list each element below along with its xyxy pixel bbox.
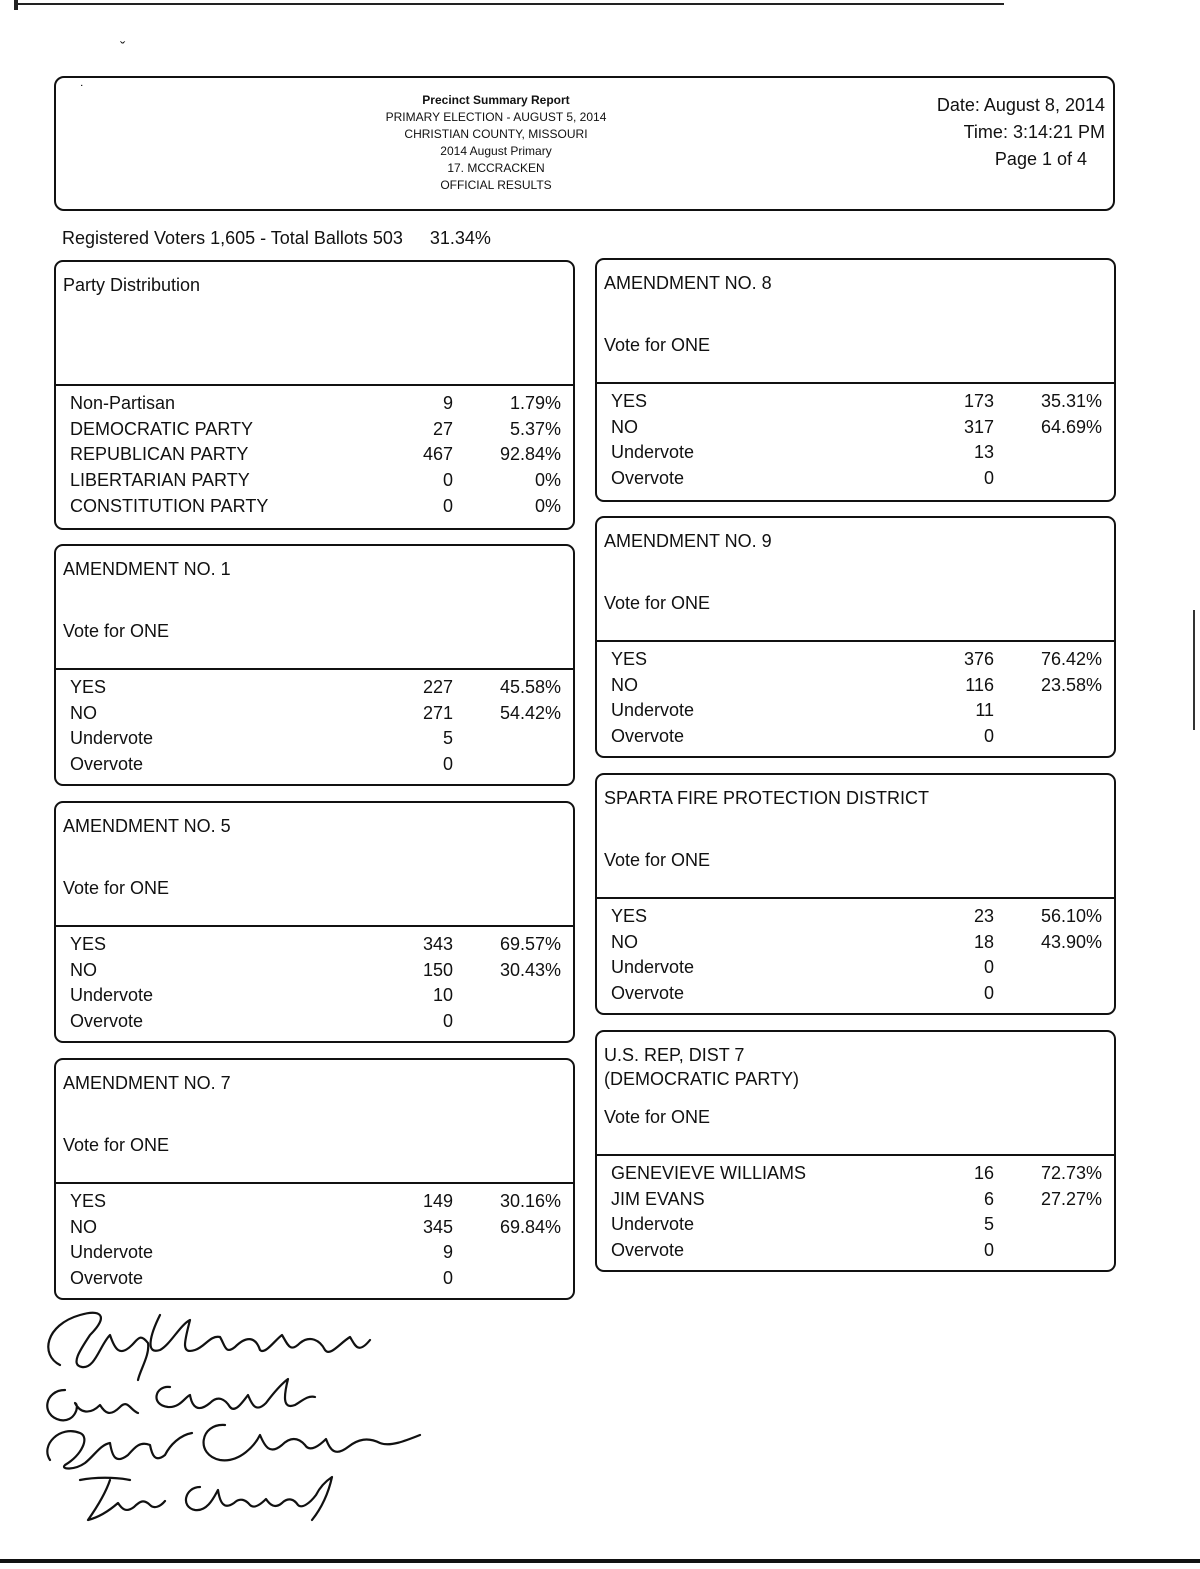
box-header <box>56 262 573 386</box>
row-name: Non-Partisan <box>70 393 176 413</box>
row-votes: 0 <box>983 957 994 978</box>
row-name: Undervote <box>611 1214 695 1235</box>
table-row <box>56 703 573 729</box>
row-votes: 173 <box>963 391 994 411</box>
row-votes: 0 <box>983 468 994 489</box>
row-name: Overvote <box>611 726 685 747</box>
row-votes: 0 <box>442 495 453 516</box>
row-percent: 54.42% <box>499 702 561 723</box>
contest-rows <box>56 670 573 780</box>
row-votes: 13 <box>973 442 994 463</box>
report-time: Time: 3:14:21 PM <box>963 122 1105 142</box>
contest-title: SPARTA FIRE PROTECTION DISTRICT <box>604 788 930 808</box>
table-row <box>56 960 573 986</box>
row-percent: 56.10% <box>1040 906 1102 926</box>
row-votes: 343 <box>422 934 453 954</box>
row-percent: 23.58% <box>1040 674 1102 695</box>
row-name: Overvote <box>70 754 144 775</box>
table-row <box>56 1242 573 1268</box>
vote-for-label: Vote for ONE <box>63 878 170 898</box>
contest-title: AMENDMENT NO. 5 <box>63 816 231 836</box>
row-name: Overvote <box>611 983 685 1004</box>
contest-rows <box>56 927 573 1037</box>
table-row <box>56 1268 573 1294</box>
row-name: NO <box>70 1216 97 1237</box>
report-header-center <box>356 92 636 194</box>
row-name: YES <box>611 649 648 669</box>
contest-title: AMENDMENT NO. 8 <box>604 273 772 293</box>
contest-amendment-1 <box>54 544 575 786</box>
table-row <box>597 906 1114 932</box>
table-row <box>56 728 573 754</box>
row-percent: 43.90% <box>1040 931 1102 952</box>
box-title: Party Distribution <box>63 275 201 295</box>
row-name: LIBERTARIAN PARTY <box>70 470 250 491</box>
row-name: REPUBLICAN PARTY <box>70 444 249 465</box>
row-votes: 11 <box>975 700 994 721</box>
vote-for-label: Vote for ONE <box>604 1107 711 1127</box>
row-votes: 6 <box>983 1188 994 1209</box>
report-header <box>54 76 1115 211</box>
row-name: CONSTITUTION PARTY <box>70 495 269 516</box>
row-name: Undervote <box>70 1242 154 1263</box>
registered-voters-total-ballots: Registered Voters 1,605 - Total Ballots 503 <box>62 228 403 248</box>
row-name: YES <box>70 934 107 954</box>
table-row <box>597 649 1114 675</box>
contest-rows <box>56 1184 573 1294</box>
table-row <box>597 957 1114 983</box>
table-row <box>56 985 573 1011</box>
row-votes: 18 <box>973 931 994 952</box>
row-percent: 92.84% <box>499 444 561 465</box>
handwritten-signatures <box>20 1295 440 1535</box>
table-row <box>56 1011 573 1037</box>
row-percent: 45.58% <box>499 677 561 697</box>
contest-rows <box>597 1156 1114 1266</box>
table-row <box>56 393 573 419</box>
table-row <box>56 470 573 496</box>
contest-title <box>604 1043 799 1091</box>
row-name: NO <box>70 702 97 723</box>
contest-amendment-5 <box>54 801 575 1043</box>
table-row <box>597 391 1114 417</box>
vote-for-label: Vote for ONE <box>604 850 711 870</box>
row-name: NO <box>611 416 638 437</box>
page-number: Page 1 of 4 <box>994 149 1087 169</box>
row-votes: 116 <box>965 674 994 695</box>
box-header <box>597 518 1114 642</box>
vote-for-label: Vote for ONE <box>63 1135 170 1155</box>
turnout-percentage: 31.34% <box>429 228 491 248</box>
table-row <box>56 754 573 780</box>
box-header <box>597 260 1114 384</box>
row-votes: 5 <box>983 1214 994 1235</box>
report-date: Date: August 8, 2014 <box>936 95 1105 115</box>
top-border-line <box>14 3 1004 5</box>
contest-title: AMENDMENT NO. 9 <box>604 531 772 551</box>
table-row <box>56 444 573 470</box>
table-row <box>597 726 1114 752</box>
contest-sparta-fire-protection-district <box>595 773 1116 1015</box>
row-percent: 69.57% <box>499 934 561 954</box>
vote-for-label: Vote for ONE <box>604 335 711 355</box>
contest-rows <box>597 642 1114 752</box>
row-name: NO <box>611 674 638 695</box>
row-votes: 23 <box>973 906 994 926</box>
precinct-name: 17. MCCRACKEN <box>447 161 545 175</box>
row-percent: 35.31% <box>1040 391 1102 411</box>
row-name: Overvote <box>70 1011 144 1032</box>
stray-tick-mark: ˇ <box>120 40 126 57</box>
signature-3 <box>47 1425 420 1469</box>
row-votes: 467 <box>422 444 453 465</box>
vote-for-label: Vote for ONE <box>604 593 711 613</box>
table-row <box>597 442 1114 468</box>
row-name: Overvote <box>611 468 685 489</box>
table-row <box>597 1240 1114 1266</box>
table-row <box>56 677 573 703</box>
box-header <box>597 1032 1114 1156</box>
row-name: JIM EVANS <box>611 1188 705 1209</box>
contest-title: AMENDMENT NO. 7 <box>63 1073 231 1093</box>
row-votes: 0 <box>442 470 453 491</box>
contest-amendment-9 <box>595 516 1116 758</box>
row-votes: 0 <box>983 983 994 1004</box>
contest-amendment-8 <box>595 258 1116 502</box>
county-name: CHRISTIAN COUNTY, MISSOURI <box>404 127 588 141</box>
signature-1 <box>48 1313 370 1380</box>
row-votes: 271 <box>422 702 453 723</box>
row-percent: 64.69% <box>1040 416 1102 437</box>
row-percent: 5.37% <box>509 418 561 439</box>
row-percent: 0% <box>534 470 561 491</box>
vote-for-label: Vote for ONE <box>63 621 170 641</box>
row-percent: 0% <box>534 495 561 516</box>
row-name: DEMOCRATIC PARTY <box>70 418 254 439</box>
contest-rows <box>597 384 1114 494</box>
row-votes: 10 <box>432 985 453 1006</box>
row-percent: 30.43% <box>499 959 561 980</box>
contest-title-line-1: U.S. REP, DIST 7 <box>604 1045 745 1065</box>
table-row <box>597 468 1114 494</box>
row-name: Undervote <box>70 985 154 1006</box>
box-header <box>56 803 573 927</box>
row-percent: 30.16% <box>499 1191 561 1211</box>
table-row <box>597 417 1114 443</box>
box-header <box>56 546 573 670</box>
row-votes: 150 <box>422 959 453 980</box>
table-row <box>597 1214 1114 1240</box>
header-dot-mark: ˙ <box>80 82 85 98</box>
row-votes: 345 <box>422 1216 453 1237</box>
row-percent: 27.27% <box>1040 1188 1102 1209</box>
row-votes: 27 <box>432 418 453 439</box>
row-votes: 0 <box>442 1011 453 1032</box>
row-name: Undervote <box>611 957 695 978</box>
row-name: YES <box>70 677 107 697</box>
table-row <box>597 1189 1114 1215</box>
party-distribution-box <box>54 260 575 530</box>
table-row <box>56 934 573 960</box>
row-name: YES <box>611 906 648 926</box>
row-votes: 376 <box>963 649 994 669</box>
table-row <box>597 983 1114 1009</box>
row-votes: 16 <box>973 1163 994 1183</box>
election-name: PRIMARY ELECTION - AUGUST 5, 2014 <box>385 110 607 124</box>
row-votes: 149 <box>422 1191 453 1211</box>
row-percent: 76.42% <box>1040 649 1102 669</box>
row-votes: 0 <box>983 1240 994 1261</box>
table-row <box>597 675 1114 701</box>
right-edge-mark <box>1193 610 1195 730</box>
party-rows <box>56 386 573 521</box>
primary-name: 2014 August Primary <box>440 144 552 158</box>
row-name: YES <box>70 1191 107 1211</box>
report-meta <box>937 92 1105 173</box>
signature-4 <box>80 1477 332 1520</box>
top-corner-mark <box>14 0 18 10</box>
bottom-border-line <box>0 1559 1200 1563</box>
row-name: Undervote <box>611 442 695 463</box>
contest-us-rep-dist-7 <box>595 1030 1116 1272</box>
row-name: YES <box>611 391 648 411</box>
row-votes: 0 <box>442 754 453 775</box>
row-votes: 227 <box>422 677 453 697</box>
signature-2 <box>47 1379 315 1420</box>
registration-summary <box>62 228 491 249</box>
contest-title-line-2: (DEMOCRATIC PARTY) <box>604 1069 800 1089</box>
contest-amendment-7 <box>54 1058 575 1300</box>
row-votes: 0 <box>442 1268 453 1289</box>
box-header <box>597 775 1114 899</box>
row-votes: 9 <box>442 1242 453 1263</box>
row-votes: 0 <box>983 726 994 747</box>
results-status: OFFICIAL RESULTS <box>440 178 552 192</box>
table-row <box>597 1163 1114 1189</box>
row-percent: 69.84% <box>499 1216 561 1237</box>
table-row <box>597 932 1114 958</box>
row-votes: 317 <box>963 416 994 437</box>
row-name: Overvote <box>70 1268 144 1289</box>
row-name: Undervote <box>611 700 695 721</box>
row-percent: 72.73% <box>1040 1163 1102 1183</box>
table-row <box>597 700 1114 726</box>
report-title: Precinct Summary Report <box>422 93 570 107</box>
row-name: GENEVIEVE WILLIAMS <box>611 1163 807 1183</box>
row-name: Undervote <box>70 728 154 749</box>
table-row <box>56 496 573 522</box>
box-header <box>56 1060 573 1184</box>
table-row <box>56 1217 573 1243</box>
row-votes: 5 <box>442 728 453 749</box>
table-row <box>56 419 573 445</box>
row-name: Overvote <box>611 1240 685 1261</box>
row-name: NO <box>611 931 638 952</box>
row-percent: 1.79% <box>509 393 561 413</box>
table-row <box>56 1191 573 1217</box>
row-votes: 9 <box>442 393 453 413</box>
contest-title: AMENDMENT NO. 1 <box>63 559 231 579</box>
row-name: NO <box>70 959 97 980</box>
contest-rows <box>597 899 1114 1009</box>
